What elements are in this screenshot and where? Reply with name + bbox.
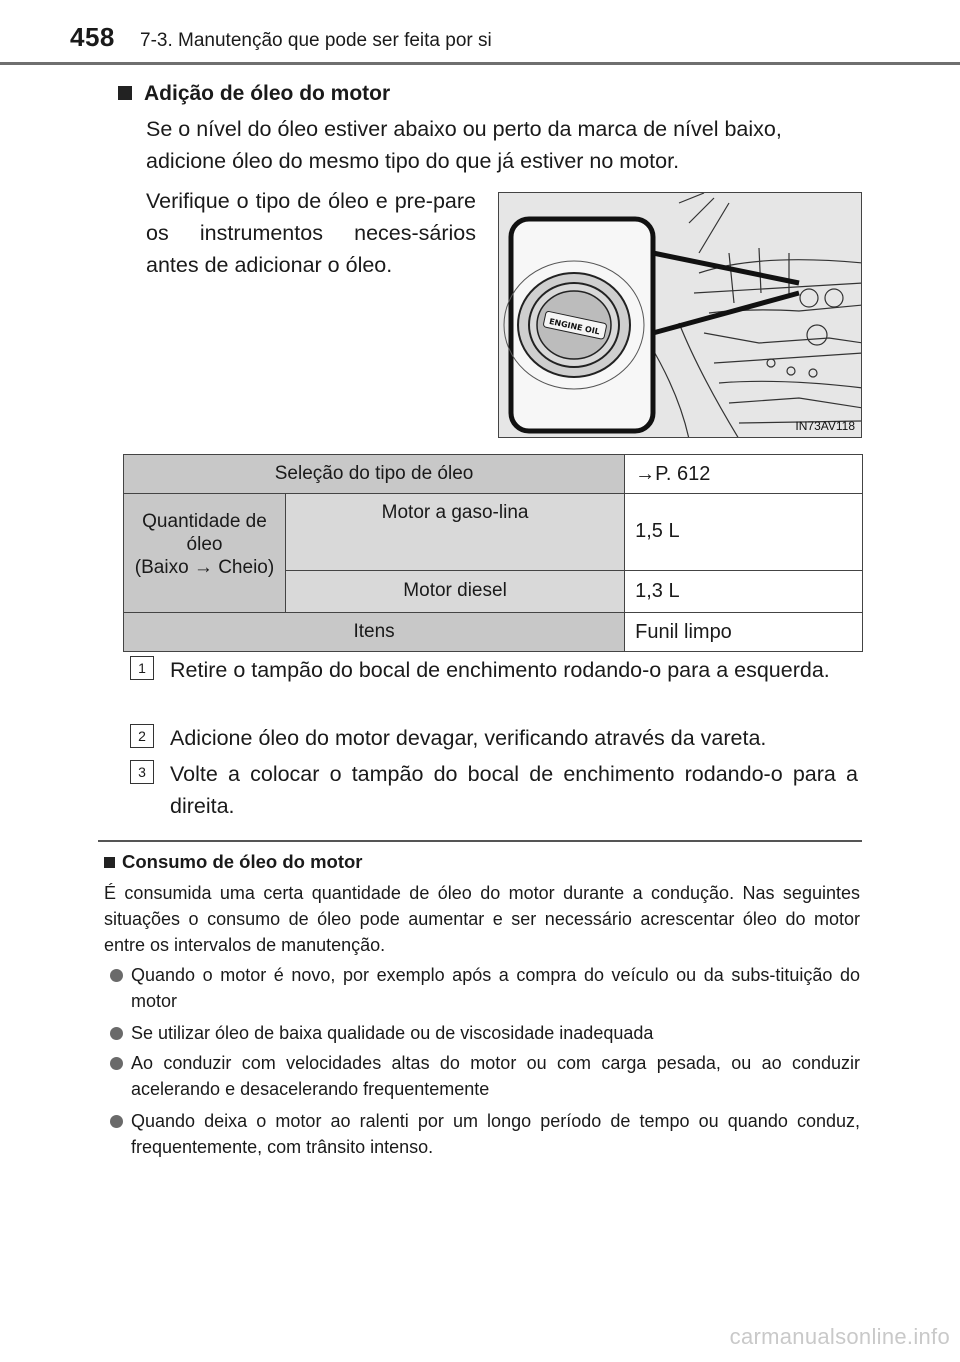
page-header <box>0 0 960 66</box>
step-number-box: 3 <box>130 760 154 784</box>
list-item: Se utilizar óleo de baixa qualidade ou de viscosidade inadequada <box>110 1020 860 1046</box>
oil-type-value: →P. 612 <box>625 455 863 494</box>
round-bullet-icon <box>110 1057 123 1070</box>
figure-code: IN73AV118 <box>795 419 855 433</box>
step-3 <box>130 758 858 822</box>
diesel-engine-label: Motor diesel <box>286 570 625 612</box>
heading-oil-consumption <box>104 851 363 873</box>
round-bullet-icon <box>110 1027 123 1040</box>
step-text: Volte a colocar o tampão do bocal de enchimento rodando-o para a direita. <box>170 762 858 818</box>
table-row <box>124 613 863 652</box>
engine-bay-drawing <box>499 193 862 438</box>
items-label: Itens <box>124 613 625 652</box>
oil-spec-table <box>123 454 863 652</box>
step-number-box: 2 <box>130 724 154 748</box>
square-bullet-icon <box>104 857 115 868</box>
oil-quantity-label: Quantidade de óleo (Baixo → Cheio) <box>124 494 286 613</box>
round-bullet-icon <box>110 1115 123 1128</box>
step-text: Retire o tampão do bocal de enchimento rodando-o para a esquerda. <box>170 658 830 682</box>
watermark: carmanualsonline.info <box>729 1324 950 1349</box>
heading-add-oil <box>118 82 390 106</box>
side-paragraph: Verifique o tipo de óleo e pre-pare os instrumentos neces-sários antes de adicionar o óleo. <box>146 189 476 277</box>
step-text: Adicione óleo do motor devagar, verificando através da vareta. <box>170 726 767 750</box>
heading-text: Consumo de óleo do motor <box>122 851 363 872</box>
diesel-oil-value: 1,3 L <box>625 570 863 612</box>
gasoline-engine-label: Motor a gaso-lina <box>286 494 625 571</box>
cap-label: ENGINE OIL <box>548 316 601 337</box>
items-value: Funil limpo <box>625 613 863 652</box>
round-bullet-icon <box>110 969 123 982</box>
page-number: 458 <box>70 22 115 52</box>
step-1 <box>130 654 858 686</box>
header-divider <box>0 62 960 65</box>
section-divider <box>98 840 862 842</box>
table-row <box>124 494 863 571</box>
oil-cap-illustration <box>498 192 862 438</box>
list-item: Quando deixa o motor ao ralenti por um longo período de tempo ou quando conduz, frequentemente, com trânsito intenso. <box>110 1108 860 1160</box>
gasoline-oil-value: 1,5 L <box>625 494 863 571</box>
intro-paragraph: Se o nível do óleo estiver abaixo ou perto da marca de nível baixo, adicione óleo do mesmo tipo do que já estiver no motor. <box>146 117 782 173</box>
table-row <box>124 455 863 494</box>
heading-text: Adição de óleo do motor <box>144 82 391 105</box>
step-number-box: 1 <box>130 656 154 680</box>
list-item: Quando o motor é novo, por exemplo após a compra do veículo ou da subs-tituição do motor <box>110 962 860 1014</box>
list-item: Ao conduzir com velocidades altas do motor ou com carga pesada, ou ao conduzir acelerando e desacelerando frequentemente <box>110 1050 860 1102</box>
section-title: 7-3. Manutenção que pode ser feita por si <box>140 30 492 51</box>
consumption-body: É consumida uma certa quantidade de óleo do motor durante a condução. Nas seguintes situações o consumo de óleo pode aumentar e ser necessário acrescentar óleo do motor entre os intervalos de manutenção. <box>104 883 860 955</box>
step-2 <box>130 722 858 754</box>
square-bullet-icon <box>118 86 132 100</box>
oil-type-label: Seleção do tipo de óleo <box>124 455 625 494</box>
